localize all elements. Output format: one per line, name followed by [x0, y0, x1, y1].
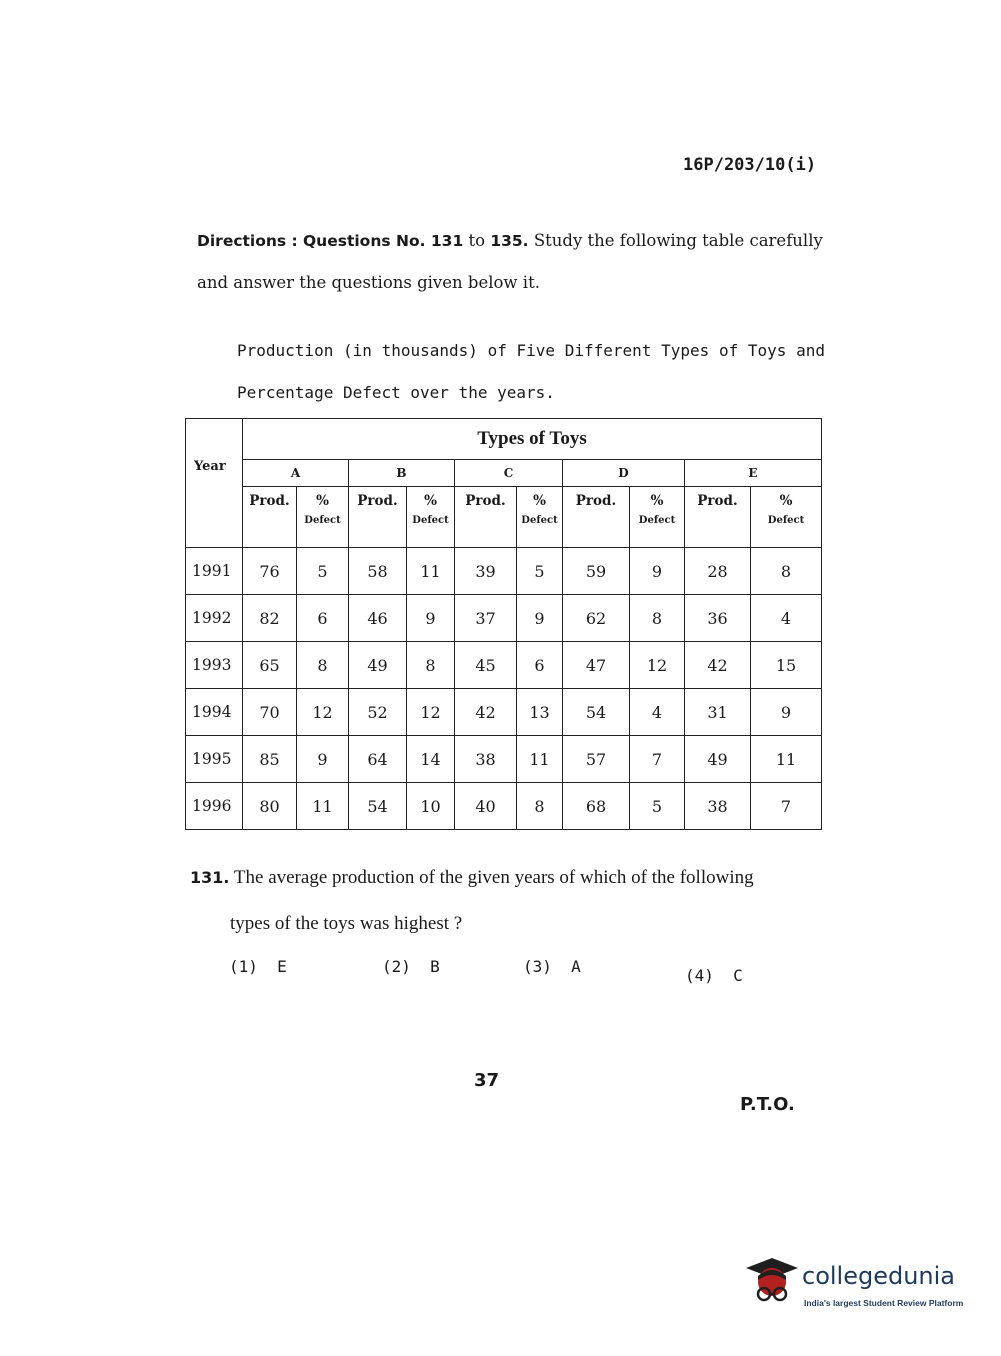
type-b-header: B — [349, 460, 455, 487]
table-cell: 54 — [563, 689, 630, 736]
table-row — [186, 548, 822, 595]
table-cell: 8 — [297, 642, 349, 689]
year-cell: 1991 — [186, 548, 243, 595]
table-cell: 39 — [455, 548, 517, 595]
defect-header: % Defect — [751, 487, 822, 548]
table-cell: 9 — [751, 689, 822, 736]
option-text: B — [430, 957, 440, 976]
table-cell: 11 — [751, 736, 822, 783]
table-cell: 5 — [630, 783, 685, 830]
directions — [197, 220, 827, 304]
table-cell: 8 — [407, 642, 455, 689]
type-d-header: D — [563, 460, 685, 487]
table-cell: 12 — [297, 689, 349, 736]
defect-header: % Defect — [297, 487, 349, 548]
table-cell: 12 — [630, 642, 685, 689]
year-cell: 1996 — [186, 783, 243, 830]
table-row — [186, 642, 822, 689]
table-cell: 54 — [349, 783, 407, 830]
directions-questions: Questions No. 131 — [303, 232, 464, 250]
table-cell: 13 — [517, 689, 563, 736]
year-header: Year — [186, 419, 243, 548]
table-title: Types of Toys — [243, 419, 822, 460]
option-text: E — [277, 957, 287, 976]
table-cell: 9 — [407, 595, 455, 642]
prod-header: Prod. — [243, 487, 297, 548]
type-a-header: A — [243, 460, 349, 487]
year-cell: 1992 — [186, 595, 243, 642]
table-cell: 58 — [349, 548, 407, 595]
table-cell: 12 — [407, 689, 455, 736]
table-cell: 8 — [630, 595, 685, 642]
table-cell: 59 — [563, 548, 630, 595]
prod-header: Prod. — [455, 487, 517, 548]
table-cell: 11 — [407, 548, 455, 595]
question-line1: The average production of the given years of which of the following — [233, 867, 754, 888]
table-cell: 47 — [563, 642, 630, 689]
table-cell: 64 — [349, 736, 407, 783]
option-1[interactable] — [229, 957, 287, 976]
table-cell: 68 — [563, 783, 630, 830]
year-cell: 1994 — [186, 689, 243, 736]
prod-header: Prod. — [349, 487, 407, 548]
caption-line2: Percentage Defect over the years. — [237, 383, 555, 402]
collegedunia-logo-icon — [742, 1250, 800, 1308]
table-cell: 36 — [685, 595, 751, 642]
table-cell: 65 — [243, 642, 297, 689]
table-cell: 4 — [630, 689, 685, 736]
table-cell: 49 — [349, 642, 407, 689]
table-cell: 42 — [455, 689, 517, 736]
option-number: (2) — [382, 957, 411, 976]
type-c-header: C — [455, 460, 563, 487]
table-cell: 57 — [563, 736, 630, 783]
directions-label: Directions : — [197, 232, 298, 250]
question-number: 131. — [190, 868, 230, 887]
table-cell: 8 — [751, 548, 822, 595]
table-cell: 85 — [243, 736, 297, 783]
table-cell: 62 — [563, 595, 630, 642]
directions-end: 135. — [490, 232, 529, 250]
table-cell: 11 — [297, 783, 349, 830]
option-4[interactable] — [685, 966, 743, 985]
table-row — [186, 689, 822, 736]
table-cell: 31 — [685, 689, 751, 736]
table-cell: 7 — [630, 736, 685, 783]
table-caption — [237, 330, 825, 414]
table-cell: 52 — [349, 689, 407, 736]
table-cell: 14 — [407, 736, 455, 783]
option-2[interactable] — [382, 957, 440, 976]
table-cell: 82 — [243, 595, 297, 642]
table-cell: 80 — [243, 783, 297, 830]
table-cell: 9 — [297, 736, 349, 783]
table-row — [186, 595, 822, 642]
table-cell: 5 — [297, 548, 349, 595]
option-text: A — [571, 957, 581, 976]
year-cell: 1993 — [186, 642, 243, 689]
table-cell: 5 — [517, 548, 563, 595]
paper-code: 16P/203/10(i) — [683, 155, 817, 175]
table-cell: 9 — [517, 595, 563, 642]
table-cell: 49 — [685, 736, 751, 783]
table-cell: 11 — [517, 736, 563, 783]
collegedunia-watermark — [742, 1250, 972, 1310]
table-cell: 15 — [751, 642, 822, 689]
prod-header: Prod. — [685, 487, 751, 548]
type-e-header: E — [685, 460, 822, 487]
table-cell: 4 — [751, 595, 822, 642]
table-cell: 37 — [455, 595, 517, 642]
toys-table — [185, 418, 822, 830]
table-cell: 40 — [455, 783, 517, 830]
defect-header: % Defect — [407, 487, 455, 548]
directions-to: to — [468, 231, 486, 250]
year-cell: 1995 — [186, 736, 243, 783]
table-cell: 70 — [243, 689, 297, 736]
table-cell: 7 — [751, 783, 822, 830]
table-cell: 76 — [243, 548, 297, 595]
prod-header: Prod. — [563, 487, 630, 548]
table-cell: 46 — [349, 595, 407, 642]
defect-header: % Defect — [517, 487, 563, 548]
defect-header: % Defect — [630, 487, 685, 548]
brand-name: collegedunia — [802, 1262, 956, 1290]
option-number: (3) — [523, 957, 552, 976]
table-cell: 28 — [685, 548, 751, 595]
option-text: C — [733, 966, 743, 985]
table-cell: 38 — [685, 783, 751, 830]
option-3[interactable] — [523, 957, 581, 976]
directions-text2: and answer the questions given below it. — [197, 273, 540, 292]
table-cell: 8 — [517, 783, 563, 830]
pto-label: P.T.O. — [740, 1094, 795, 1115]
question-131 — [190, 855, 820, 947]
table-cell: 6 — [297, 595, 349, 642]
table-row — [186, 783, 822, 830]
table-row — [186, 736, 822, 783]
table-cell: 38 — [455, 736, 517, 783]
brand-tagline: India's largest Student Review Platform — [804, 1298, 964, 1308]
table-cell: 42 — [685, 642, 751, 689]
table-cell: 6 — [517, 642, 563, 689]
caption-line1: Production (in thousands) of Five Different Types of Toys and — [237, 341, 825, 360]
page-number: 37 — [474, 1070, 500, 1091]
table-cell: 9 — [630, 548, 685, 595]
question-line2: types of the toys was highest ? — [230, 913, 463, 934]
option-number: (1) — [229, 957, 258, 976]
table-cell: 45 — [455, 642, 517, 689]
table-cell: 10 — [407, 783, 455, 830]
option-number: (4) — [685, 966, 714, 985]
directions-text1: Study the following table carefully — [533, 231, 823, 250]
